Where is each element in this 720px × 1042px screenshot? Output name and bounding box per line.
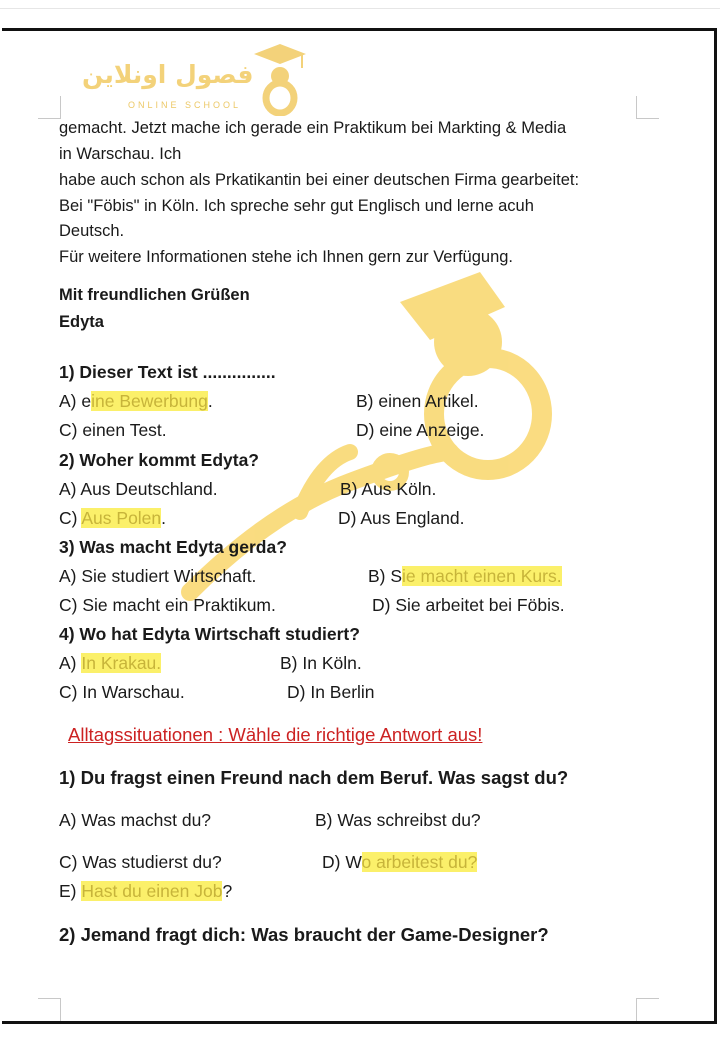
school-logo bbox=[76, 40, 316, 120]
logo-subtitle: ONLINE SCHOOL bbox=[128, 100, 242, 110]
letter-line: Deutsch. bbox=[59, 222, 125, 240]
option-d: D) Wo arbeitest du? bbox=[322, 852, 478, 872]
letter-line: Für weitere Informationen stehe ich Ihnen gern zur Verfügung. bbox=[59, 248, 514, 266]
question-3: 3) Was macht Edyta gerda? bbox=[59, 537, 287, 557]
corner-mark bbox=[38, 998, 61, 1021]
corner-mark bbox=[636, 96, 659, 119]
option-b: B) Sie macht einen Kurs. bbox=[368, 566, 562, 586]
option-b: B) Aus Köln. bbox=[340, 479, 437, 499]
option-e: E) Hast du einen Job? bbox=[59, 881, 233, 901]
section-heading: Alltagssituationen : Wähle die richtige Antwort aus! bbox=[68, 724, 483, 745]
highlighted-answer: ie macht einen Kurs. bbox=[402, 566, 562, 586]
question-2: 2) Woher kommt Edyta? bbox=[59, 450, 259, 470]
question-s2-1: 1) Du fragst einen Freund nach dem Beruf. Was sagst du? bbox=[59, 767, 569, 788]
graduation-cap-icon bbox=[250, 42, 310, 116]
option-a: A) eine Bewerbung. bbox=[59, 391, 213, 411]
letter-line: in Warschau. Ich bbox=[59, 145, 182, 163]
letter-line: gemacht. Jetzt mache ich gerade ein Praktikum bei Markting & Media bbox=[59, 119, 567, 137]
option-d: D) In Berlin bbox=[287, 682, 375, 702]
letter-line: Bei "Föbis" in Köln. Ich spreche sehr gut Englisch und lerne acuh bbox=[59, 197, 534, 215]
option-c: C) Aus Polen. bbox=[59, 508, 167, 528]
corner-mark bbox=[636, 998, 659, 1021]
highlighted-answer: Aus Polen bbox=[81, 508, 162, 528]
highlighted-answer: o arbeitest du bbox=[361, 852, 468, 872]
option-c: C) Was studierst du? bbox=[59, 852, 222, 872]
question-s2-2: 2) Jemand fragt dich: Was braucht der Game-Designer? bbox=[59, 924, 549, 945]
option-a: A) In Krakau. bbox=[59, 653, 162, 673]
option-c: C) einen Test. bbox=[59, 420, 167, 440]
option-d: D) eine Anzeige. bbox=[356, 420, 485, 440]
question-1: 1) Dieser Text ist ............... bbox=[59, 362, 276, 382]
top-rule bbox=[0, 8, 720, 9]
corner-mark bbox=[38, 96, 61, 119]
question-4: 4) Wo hat Edyta Wirtschaft studiert? bbox=[59, 624, 360, 644]
letter-line: habe auch schon als Prkatikantin bei einer deutschen Firma gearbeitet: bbox=[59, 171, 580, 189]
letter-signature: Edyta bbox=[59, 313, 104, 331]
option-c: C) Sie macht ein Praktikum. bbox=[59, 595, 276, 615]
option-d: D) Aus England. bbox=[338, 508, 465, 528]
highlighted-answer: Hast du einen Job bbox=[81, 881, 223, 901]
highlighted-answer: In Krakau. bbox=[81, 653, 162, 673]
option-b: B) einen Artikel. bbox=[356, 391, 479, 411]
letter-closing: Mit freundlichen Grüßen bbox=[59, 286, 250, 304]
option-a: A) Was machst du? bbox=[59, 810, 212, 830]
option-b: B) Was schreibst du? bbox=[315, 810, 481, 830]
option-a: A) Aus Deutschland. bbox=[59, 479, 218, 499]
option-d: D) Sie arbeitet bei Föbis. bbox=[372, 595, 565, 615]
highlighted-answer: ine Bewerbung bbox=[91, 391, 208, 411]
option-b: B) In Köln. bbox=[280, 653, 362, 673]
logo-arabic-text: فصول اونلاين bbox=[82, 60, 254, 89]
option-a: A) Sie studiert Wirtschaft. bbox=[59, 566, 257, 586]
option-c: C) In Warschau. bbox=[59, 682, 185, 702]
